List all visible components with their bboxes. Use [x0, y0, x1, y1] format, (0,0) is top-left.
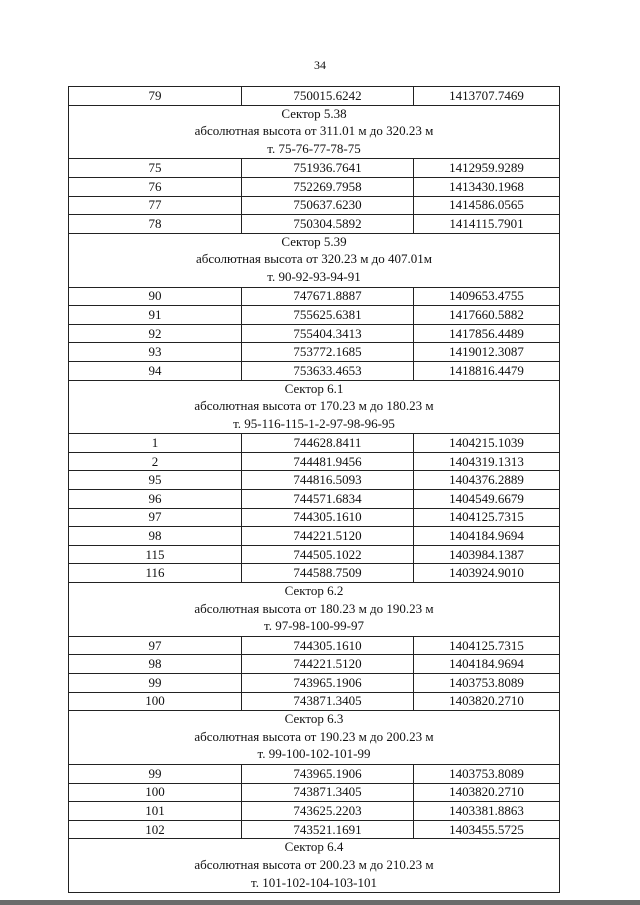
point-number-cell: 76 [69, 177, 242, 196]
sector-points: т. 75-76-77-78-75 [267, 140, 361, 156]
table-row [69, 306, 560, 325]
table-row [69, 527, 560, 546]
sector-header-row [69, 233, 560, 287]
y-coordinate-cell: 1404215.1039 [414, 434, 560, 453]
point-number-cell: 97 [69, 636, 242, 655]
sector-height-range: абсолютная высота от 200.23 м до 210.23 м [194, 856, 434, 872]
x-coordinate-cell: 743871.3405 [242, 783, 414, 802]
table-row [69, 508, 560, 527]
y-coordinate-cell: 1418816.4479 [414, 361, 560, 380]
x-coordinate-cell: 744505.1022 [242, 545, 414, 564]
sector-header-row [69, 380, 560, 434]
sector-points: т. 99-100-102-101-99 [257, 746, 371, 762]
point-number-cell: 96 [69, 490, 242, 509]
sector-height-range: абсолютная высота от 311.01 м до 320.23 м [194, 123, 434, 139]
x-coordinate-cell: 750304.5892 [242, 215, 414, 234]
point-number-cell: 94 [69, 361, 242, 380]
sector-title: Сектор 6.4 [284, 839, 344, 855]
table-row [69, 159, 560, 178]
sector-header-row [69, 839, 560, 893]
y-coordinate-cell: 1403984.1387 [414, 545, 560, 564]
table-row [69, 287, 560, 306]
sector-points: т. 101-102-104-103-101 [250, 874, 378, 890]
y-coordinate-cell: 1403753.8089 [414, 674, 560, 693]
point-number-cell: 91 [69, 306, 242, 325]
sector-header [69, 583, 560, 637]
y-coordinate-cell: 1403455.5725 [414, 820, 560, 839]
x-coordinate-cell: 744588.7509 [242, 564, 414, 583]
point-number-cell: 93 [69, 343, 242, 362]
point-number-cell: 95 [69, 471, 242, 490]
table-row [69, 783, 560, 802]
y-coordinate-cell: 1417856.4489 [414, 324, 560, 343]
y-coordinate-cell: 1414586.0565 [414, 196, 560, 215]
y-coordinate-cell: 1403381.8863 [414, 802, 560, 821]
table-row [69, 434, 560, 453]
table-row [69, 636, 560, 655]
y-coordinate-cell: 1419012.3087 [414, 343, 560, 362]
y-coordinate-cell: 1417660.5882 [414, 306, 560, 325]
table-row [69, 545, 560, 564]
x-coordinate-cell: 743965.1906 [242, 674, 414, 693]
x-coordinate-cell: 744305.1610 [242, 508, 414, 527]
point-number-cell: 97 [69, 508, 242, 527]
x-coordinate-cell: 750637.6230 [242, 196, 414, 215]
y-coordinate-cell: 1412959.9289 [414, 159, 560, 178]
point-number-cell: 98 [69, 655, 242, 674]
sector-header [69, 233, 560, 287]
y-coordinate-cell: 1414115.7901 [414, 215, 560, 234]
table-row [69, 324, 560, 343]
sector-title: Сектор 5.38 [281, 105, 347, 121]
y-coordinate-cell: 1404549.6679 [414, 490, 560, 509]
point-number-cell: 101 [69, 802, 242, 821]
sector-title: Сектор 6.3 [284, 711, 344, 727]
y-coordinate-cell: 1413707.7469 [414, 87, 560, 106]
table-row [69, 764, 560, 783]
coordinates-table-body [69, 87, 560, 893]
sector-header [69, 105, 560, 159]
point-number-cell: 100 [69, 692, 242, 711]
x-coordinate-cell: 747671.8887 [242, 287, 414, 306]
point-number-cell: 99 [69, 674, 242, 693]
x-coordinate-cell: 744571.6834 [242, 490, 414, 509]
table-row [69, 820, 560, 839]
point-number-cell: 1 [69, 434, 242, 453]
table-row [69, 655, 560, 674]
y-coordinate-cell: 1404184.9694 [414, 655, 560, 674]
x-coordinate-cell: 755625.6381 [242, 306, 414, 325]
point-number-cell: 92 [69, 324, 242, 343]
x-coordinate-cell: 743965.1906 [242, 764, 414, 783]
x-coordinate-cell: 753633.4653 [242, 361, 414, 380]
x-coordinate-cell: 744221.5120 [242, 655, 414, 674]
y-coordinate-cell: 1404125.7315 [414, 508, 560, 527]
y-coordinate-cell: 1404125.7315 [414, 636, 560, 655]
table-row [69, 692, 560, 711]
table-row [69, 564, 560, 583]
point-number-cell: 102 [69, 820, 242, 839]
sector-header-row [69, 711, 560, 765]
table-row [69, 343, 560, 362]
y-coordinate-cell: 1413430.1968 [414, 177, 560, 196]
point-number-cell: 100 [69, 783, 242, 802]
sector-title: Сектор 5.39 [281, 233, 347, 249]
x-coordinate-cell: 744628.8411 [242, 434, 414, 453]
coordinates-table [68, 86, 560, 893]
table-row [69, 802, 560, 821]
sector-title: Сектор 6.1 [284, 380, 344, 396]
sector-header-row [69, 583, 560, 637]
sector-points: т. 90-92-93-94-91 [267, 268, 361, 284]
table-row [69, 490, 560, 509]
scan-bottom-edge [0, 900, 640, 905]
sector-height-range: абсолютная высота от 180.23 м до 190.23 м [194, 600, 434, 616]
sector-header [69, 711, 560, 765]
y-coordinate-cell: 1403924.9010 [414, 564, 560, 583]
sector-height-range: абсолютная высота от 320.23 м до 407.01м [195, 251, 433, 267]
point-number-cell: 115 [69, 545, 242, 564]
point-number-cell: 79 [69, 87, 242, 106]
x-coordinate-cell: 752269.7958 [242, 177, 414, 196]
sector-points: т. 97-98-100-99-97 [263, 618, 365, 634]
table-row [69, 196, 560, 215]
x-coordinate-cell: 744221.5120 [242, 527, 414, 546]
sector-header [69, 839, 560, 893]
sector-height-range: абсолютная высота от 170.23 м до 180.23 м [194, 398, 434, 414]
table-row [69, 471, 560, 490]
table-row [69, 674, 560, 693]
point-number-cell: 116 [69, 564, 242, 583]
x-coordinate-cell: 743871.3405 [242, 692, 414, 711]
point-number-cell: 98 [69, 527, 242, 546]
point-number-cell: 78 [69, 215, 242, 234]
y-coordinate-cell: 1403753.8089 [414, 764, 560, 783]
sector-title: Сектор 6.2 [284, 583, 344, 599]
sector-points: т. 95-116-115-1-2-97-98-96-95 [233, 415, 395, 431]
sector-header-row [69, 105, 560, 159]
y-coordinate-cell: 1409653.4755 [414, 287, 560, 306]
y-coordinate-cell: 1404319.1313 [414, 452, 560, 471]
point-number-cell: 99 [69, 764, 242, 783]
x-coordinate-cell: 751936.7641 [242, 159, 414, 178]
x-coordinate-cell: 744481.9456 [242, 452, 414, 471]
point-number-cell: 75 [69, 159, 242, 178]
page-number: 34 [314, 58, 326, 72]
y-coordinate-cell: 1404184.9694 [414, 527, 560, 546]
point-number-cell: 77 [69, 196, 242, 215]
table-row [69, 215, 560, 234]
table-row [69, 87, 560, 106]
table-row [69, 361, 560, 380]
sector-header [69, 380, 560, 434]
table-row [69, 177, 560, 196]
point-number-cell: 90 [69, 287, 242, 306]
sector-height-range: абсолютная высота от 190.23 м до 200.23 м [194, 728, 434, 744]
x-coordinate-cell: 743625.2203 [242, 802, 414, 821]
x-coordinate-cell: 753772.1685 [242, 343, 414, 362]
x-coordinate-cell: 755404.3413 [242, 324, 414, 343]
x-coordinate-cell: 743521.1691 [242, 820, 414, 839]
point-number-cell: 2 [69, 452, 242, 471]
x-coordinate-cell: 750015.6242 [242, 87, 414, 106]
table-row [69, 452, 560, 471]
x-coordinate-cell: 744816.5093 [242, 471, 414, 490]
y-coordinate-cell: 1403820.2710 [414, 692, 560, 711]
x-coordinate-cell: 744305.1610 [242, 636, 414, 655]
y-coordinate-cell: 1404376.2889 [414, 471, 560, 490]
y-coordinate-cell: 1403820.2710 [414, 783, 560, 802]
